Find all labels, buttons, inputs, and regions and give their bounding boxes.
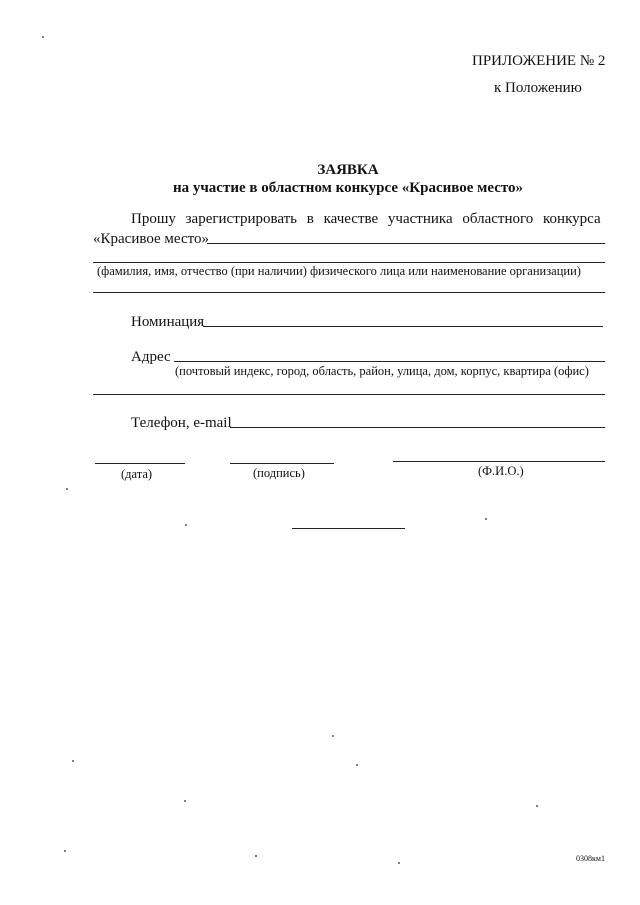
appendix-number: ПРИЛОЖЕНИЕ № 2 [472,53,606,69]
document-subtitle: на участие в областном конкурсе «Красивое место» [172,180,524,196]
scan-speck [356,764,358,766]
scan-speck [332,735,334,737]
request-text-line2: «Красивое место» [93,231,209,247]
address-line-2[interactable] [93,394,605,395]
phone-email-line[interactable] [230,427,605,428]
scan-speck [184,800,186,802]
scan-speck [536,805,538,807]
address-hint: (почтовый индекс, город, область, район, улица, дом, корпус, квартира (офис) [175,364,589,378]
scan-speck [398,862,400,864]
scan-speck [64,850,66,852]
nomination-label: Номинация [131,314,205,330]
document-title: ЗАЯВКА [317,162,379,178]
address-label: Адрес [131,349,171,365]
applicant-name-hint: (фамилия, имя, отчество (при наличии) физического лица или наименование организации) [97,264,581,278]
fio-line[interactable] [393,461,605,462]
applicant-name-line[interactable] [93,262,605,263]
fio-caption: (Ф.И.О.) [478,464,524,478]
scan-speck [255,855,257,857]
nomination-line[interactable] [203,326,603,327]
footer-code: 0308км1 [576,854,605,863]
closing-separator [292,528,405,529]
signature-caption: (подпись) [253,466,305,480]
request-text-line1: Прошу зарегистрировать в качестве участника областного конкурса [131,211,601,227]
date-line[interactable] [95,463,185,464]
contest-name-line[interactable] [207,243,605,244]
scan-speck [72,760,74,762]
address-line[interactable] [174,361,605,362]
regulation-reference: к Положению [494,80,582,96]
scan-speck [66,488,68,490]
date-caption: (дата) [121,467,153,481]
scan-speck [485,518,487,520]
scan-speck [185,524,187,526]
scan-speck [42,36,44,38]
phone-email-label: Телефон, e-mail [131,415,232,431]
signature-line[interactable] [230,463,334,464]
applicant-name-line-2[interactable] [93,292,605,293]
